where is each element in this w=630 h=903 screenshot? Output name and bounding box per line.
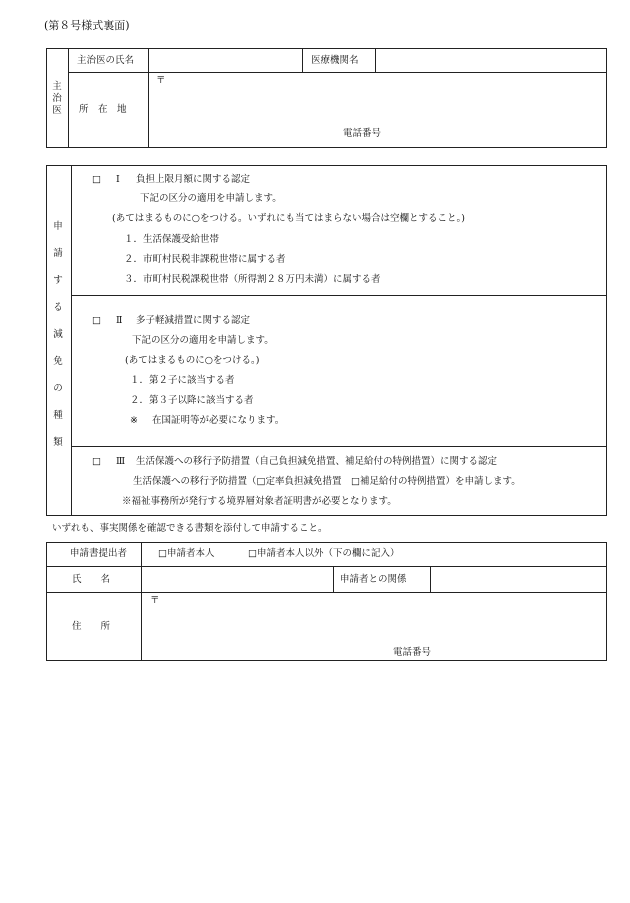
doctor-address-field[interactable] [150, 74, 605, 124]
section-2-note: (あてはまるものに○をつける。) [125, 355, 260, 366]
section-1-item-3[interactable]: ３．市町村民税課税世帯（所得割２８万円未満）に属する者 [124, 274, 381, 285]
section-1-item-2[interactable]: ２．市町村民税非課税世帯に属する者 [124, 254, 286, 265]
reduction-side-char-1: 申 [53, 221, 63, 232]
doctor-name-label: 主治医の氏名 [77, 55, 135, 66]
reduction-side-char-7: の [53, 383, 63, 394]
reduction-side-char-2: 請 [53, 248, 63, 259]
submitter-postal-mark: 〒 [150, 595, 160, 606]
submitter-phone-field[interactable] [440, 644, 605, 660]
relation-field[interactable] [432, 568, 605, 590]
form-number-label: (第８号様式裏面) [44, 19, 130, 32]
section-2-apply-text: 下記の区分の適用を申請します。 [132, 335, 274, 346]
section-3-checkbox[interactable]: □ [92, 456, 101, 467]
section-1-apply-text: 下記の区分の適用を申請します。 [140, 193, 282, 204]
section-2-checkbox[interactable]: □ [92, 315, 101, 326]
section-2-item-1[interactable]: １．第２子に該当する者 [130, 375, 235, 386]
reduction-side-char-5: 減 [53, 329, 63, 340]
section-3-numeral: Ⅲ [116, 456, 126, 467]
reduction-side-char-4: る [53, 302, 63, 313]
relation-label: 申請者との関係 [340, 574, 407, 585]
institution-label: 医療機関名 [311, 55, 359, 66]
section-1-title: 負担上限月額に関する認定 [136, 174, 251, 185]
institution-field[interactable] [377, 50, 605, 70]
section-1-item-1[interactable]: １．生活保護受給世帯 [124, 234, 220, 245]
section-2-remark: 在国証明等が必要になります。 [152, 415, 285, 426]
submitter-option-other[interactable]: □申請者本人以外（下の欄に記入） [248, 548, 400, 559]
section-2-item-2[interactable]: ２．第３子以降に該当する者 [130, 395, 254, 406]
reduction-side-char-9: 類 [53, 437, 63, 448]
section-1-note: (あてはまるものに○をつける。いずれにも当てはまらない場合は空欄とすること。) [112, 213, 465, 224]
reduction-side-char-3: す [53, 275, 63, 286]
section-1-numeral: Ⅰ [116, 174, 120, 185]
postal-mark: 〒 [156, 75, 166, 86]
section-3-remark: ※福祉事務所が発行する境界層対象者証明書が必要となります。 [122, 496, 397, 507]
address-field[interactable] [143, 594, 605, 642]
doctor-phone-label: 電話番号 [343, 128, 382, 139]
doctor-side-char-2: 治 [52, 93, 62, 104]
reduction-side-char-8: 種 [53, 410, 63, 421]
section-1-checkbox[interactable]: □ [92, 174, 101, 185]
section-2-remark-mark: ※ [130, 415, 138, 426]
submitter-phone-label: 電話番号 [393, 647, 432, 658]
name-field[interactable] [143, 568, 331, 590]
reduction-side-char-6: 免 [53, 356, 63, 367]
doctor-name-field[interactable] [150, 50, 300, 70]
instruction-text: いずれも、事実関係を確認できる書類を添付して申請すること。 [52, 523, 328, 534]
name-label: 氏 名 [72, 574, 111, 585]
doctor-phone-field[interactable] [390, 126, 605, 146]
submitter-option-self[interactable]: □申請者本人 [158, 548, 215, 559]
section-3-title: 生活保護への移行予防措置（自己負担減免措置、補足給付の特例措置）に関する認定 [136, 456, 498, 467]
doctor-side-char-3: 医 [52, 105, 62, 116]
doctor-address-label: 所 在 地 [79, 104, 127, 115]
doctor-side-char-1: 主 [52, 81, 62, 92]
address-label: 住 所 [72, 621, 111, 632]
submitter-label: 申請書提出者 [70, 548, 128, 559]
section-2-numeral: Ⅱ [116, 315, 123, 326]
section-2-title: 多子軽減措置に関する認定 [136, 315, 251, 326]
section-3-apply-text: 生活保護への移行予防措置（□定率負担減免措置 □補足給付の特例措置）を申請します。 [133, 476, 521, 487]
